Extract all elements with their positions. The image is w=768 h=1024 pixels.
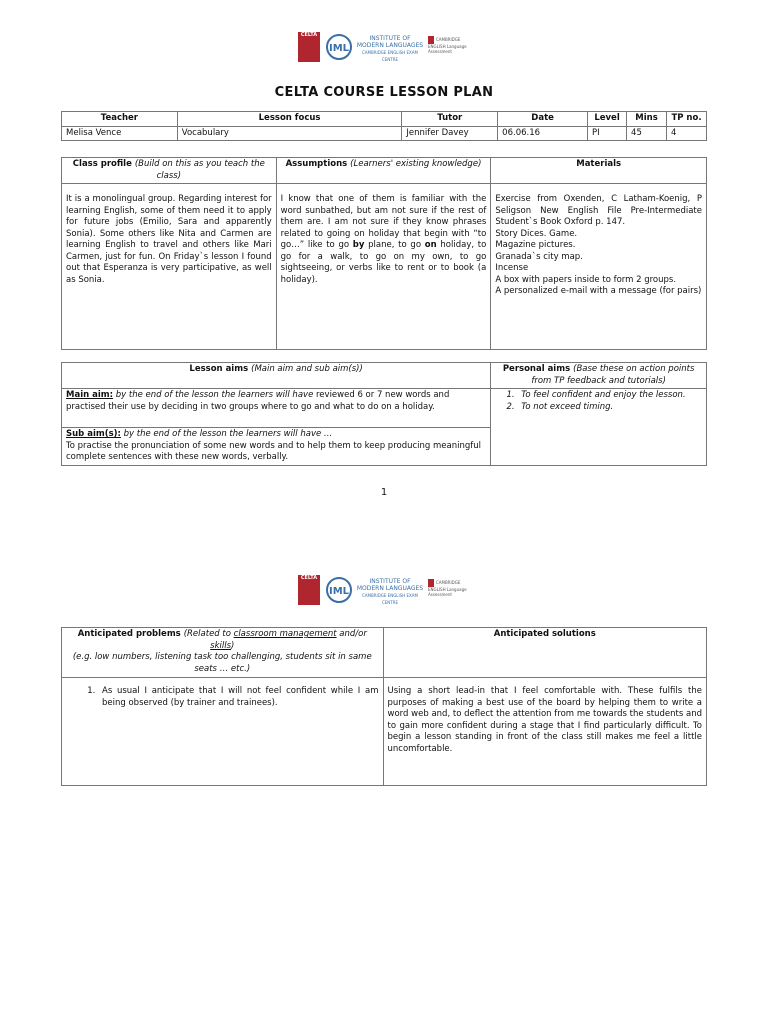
info-value-row <box>62 126 707 141</box>
info-header-row <box>62 112 707 127</box>
celta-logo: CELTA <box>298 32 320 62</box>
page-title: CELTA COURSE LESSON PLAN <box>274 85 494 100</box>
header-tp-no: TP no. <box>667 112 707 127</box>
value-level: PI <box>588 126 627 141</box>
materials-list <box>491 184 707 350</box>
value-lesson-focus: Vocabulary <box>177 126 402 141</box>
iml-logo-text: INSTITUTE OF MODERN LANGUAGES CAMBRIDGE ENGLISH EXAM CENTRE <box>356 578 424 605</box>
anticipated-solutions-heading: Anticipated solutions <box>383 628 706 678</box>
material-item: Granada`s city map. <box>495 251 583 262</box>
iml-logo: IML <box>326 577 352 603</box>
material-item: Exercise from Oxenden, C Latham-Koenig, P Seligson New English File Pre-Intermediate Student`s Book Oxford p. 147. <box>495 194 702 227</box>
shield-icon <box>428 579 434 587</box>
materials-heading: Materials <box>491 158 707 184</box>
sub-aim-cell: Sub aim(s): by the end of the lesson the learners will have … To practise the pronunciation of some new words and to help them to keep producing meaningful complete sentences with these new words, verbally. <box>62 428 491 466</box>
header-lesson-focus: Lesson focus <box>177 112 402 127</box>
header-date: Date <box>498 112 588 127</box>
problems-table <box>61 627 707 786</box>
header-level: Level <box>588 112 627 127</box>
value-mins: 45 <box>627 126 667 141</box>
shield-icon <box>428 36 434 44</box>
cambridge-logo: CAMBRIDGE ENGLISH Language Assessment <box>428 37 467 54</box>
problem-item: 1. As usual I anticipate that I will not feel confident while I am being observed (by trainer and trainees). <box>98 686 379 709</box>
assumptions-text: I know that one of them is familiar with the word sunbathed, but am not sure if the rest of them are. I am not sure if they know phrases related to going on holiday that begin with “to go…” like to go by plane, to go on holiday, to go for a walk, to go on my own, to go sightseeing, or verbs like to rent or to book (a holiday). <box>276 184 491 350</box>
class-profile-text: It is a monolingual group. Regarding interest for learning English, some of them need it to apply for future jobs (Emilio, Sara and apparently Sonia). Some others like Nita and Carmen are learning English to travel and others like Mari Carmen, just for fun. On Friday`s lesson I found out that Esperanza is very participative, as well as Sonia. <box>62 184 277 350</box>
material-item: Incense <box>495 263 529 273</box>
header-tutor: Tutor <box>402 112 498 127</box>
celta-logo: CELTA <box>298 575 320 605</box>
material-item: A box with papers inside to form 2 groups. <box>495 274 677 285</box>
value-teacher: Melisa Vence <box>62 126 178 141</box>
info-table <box>61 111 707 141</box>
main-aim-cell: Main aim: by the end of the lesson the learners will have reviewed 6 or 7 new words and practised their use by deciding in two groups where to go and what to do on a holiday. <box>62 389 491 428</box>
anticipated-solution-cell: Using a short lead-in that I feel comfortable with. These fulfils the purposes of making a best use of the board by helping them to write a word web and, to deflect the attention from me towards the students and to gain more confident during a stage that I find particularly difficult. To begin a lesson standing in front of the class still makes me feel a little uncomfortable. <box>383 678 706 786</box>
material-item: Story Dices. Game. <box>495 228 578 239</box>
anticipated-problems-heading: Anticipated problems (Related to classroom management and/or skills) (e.g. low numbers, listening task too challenging, students sit in same seats … etc.) <box>62 628 384 678</box>
personal-aim-item: 2. To not exceed timing. <box>517 402 702 414</box>
assumptions-heading: Assumptions (Learners' existing knowledge) <box>276 158 491 184</box>
personal-aim-item: 1. To feel confident and enjoy the lesson. <box>517 390 702 402</box>
header-logos-page-2 <box>298 575 468 609</box>
personal-aims-list <box>491 389 707 466</box>
iml-logo: IML <box>326 34 352 60</box>
value-date: 06.06.16 <box>498 126 588 141</box>
profile-table <box>61 157 707 350</box>
page-number: 1 <box>380 487 388 498</box>
cambridge-logo: CAMBRIDGE ENGLISH Language Assessment <box>428 580 467 597</box>
header-mins: Mins <box>627 112 667 127</box>
material-item: Magazine pictures. <box>495 240 576 250</box>
value-tutor: Jennifer Davey <box>402 126 498 141</box>
class-profile-heading: Class profile (Build on this as you teach the class) <box>62 158 277 184</box>
aims-table <box>61 362 707 466</box>
iml-logo-text: INSTITUTE OF MODERN LANGUAGES CAMBRIDGE ENGLISH EXAM CENTRE <box>356 35 424 62</box>
header-logos <box>298 32 468 66</box>
anticipated-problem-cell <box>62 678 384 786</box>
personal-aims-heading: Personal aims (Base these on action points from TP feedback and tutorials) <box>491 363 707 389</box>
header-teacher: Teacher <box>62 112 178 127</box>
lesson-aims-heading: Lesson aims (Main aim and sub aim(s)) <box>62 363 491 389</box>
value-tp-no: 4 <box>667 126 707 141</box>
material-item: A personalized e-mail with a message (for pairs) <box>495 286 702 296</box>
